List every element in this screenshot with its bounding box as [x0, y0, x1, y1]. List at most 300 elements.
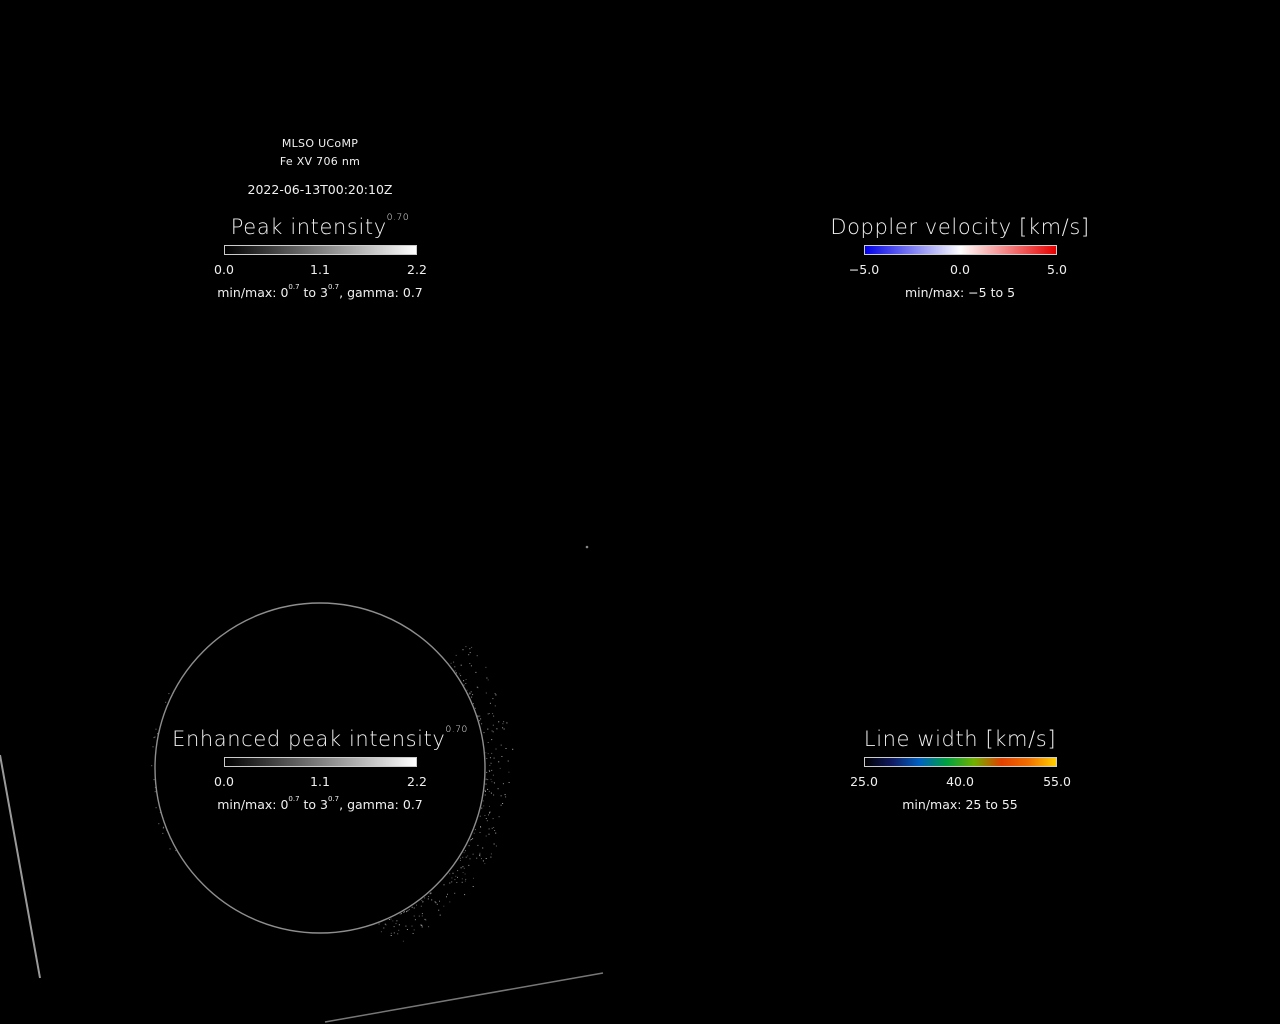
corona-speckle-dot [486, 779, 487, 780]
corona-speckle-dot [462, 857, 463, 858]
enhanced-peak-intensity-colorbar [224, 757, 417, 767]
corona-speckle-dot [492, 698, 493, 699]
corona-speckle-dot [488, 679, 489, 680]
corona-speckle-dot [155, 791, 156, 792]
enhanced-peak-intensity-title-text: Enhanced peak intensity [172, 727, 446, 751]
corona-speckle-dot [471, 665, 472, 666]
corona-speckle-dot [383, 928, 384, 929]
corona-speckle-dot [414, 908, 415, 909]
corona-speckle-dot [471, 697, 472, 698]
corona-speckle-dot [468, 865, 469, 866]
corona-speckle-dot [470, 652, 471, 653]
corona-speckle-dot [501, 745, 502, 746]
corona-speckle-dot [403, 941, 404, 942]
corona-speckle-dot [421, 900, 422, 901]
corona-speckle-dot [419, 916, 420, 917]
corona-speckle-dot [480, 718, 481, 719]
corona-speckle-dot [451, 881, 452, 882]
corona-speckle-dot [413, 933, 414, 934]
corona-speckle-dot [475, 672, 476, 673]
corona-speckle-dot [473, 854, 474, 855]
corona-speckle-dot [480, 816, 481, 817]
corona-speckle-dot [474, 833, 475, 834]
corona-speckle-dot [392, 920, 393, 921]
corona-speckle-dot [412, 926, 413, 927]
corona-speckle-dot [488, 753, 489, 754]
corona-speckle-dot [449, 873, 450, 874]
corona-speckle-dot [502, 723, 503, 724]
corona-speckle-dot [421, 906, 422, 907]
corona-speckle-dot [472, 694, 473, 695]
corona-speckle-dot [469, 663, 470, 664]
corona-speckle-dot [459, 673, 460, 674]
corona-speckle-dot [398, 930, 399, 931]
corona-speckle-dot [170, 848, 171, 849]
corona-speckle-dot [394, 932, 395, 933]
corona-speckle-dot [506, 722, 507, 723]
corona-speckle-dot [405, 926, 406, 927]
corona-speckle-dot [156, 729, 157, 730]
corona-speckle-dot [484, 863, 485, 864]
corona-speckle-dot [491, 793, 492, 794]
corona-speckle-dot [391, 933, 392, 934]
corona-speckle-dot [489, 806, 490, 807]
corona-speckle-dot [503, 783, 504, 784]
corona-speckle-dot [385, 924, 386, 925]
corona-speckle-dot [422, 915, 423, 916]
line-width-title: Line width [km/s] [863, 727, 1057, 751]
corona-speckle-dot [168, 693, 169, 694]
corona-speckle-dot [470, 858, 471, 859]
corona-speckle-dot [489, 791, 490, 792]
observation-datetime: 2022-06-13T00:20:10Z [247, 182, 393, 197]
enhanced-peak-intensity-tick-min: 0.0 [214, 774, 234, 789]
enhanced-peak-intensity-title-exponent: 0.70 [445, 725, 468, 735]
line-width-tick-min: 25.0 [850, 774, 878, 789]
corona-speckle-dot [493, 716, 494, 717]
corona-speckle-dot [463, 872, 464, 873]
corona-speckle-dot [422, 926, 423, 927]
corona-speckle-dot [501, 795, 502, 796]
corona-speckle [151, 646, 513, 942]
corona-speckle-dot [462, 866, 463, 867]
line-width-tick-mid: 40.0 [946, 774, 974, 789]
corona-speckle-dot [490, 857, 491, 858]
corona-speckle-dot [477, 687, 478, 688]
corona-speckle-dot [496, 728, 497, 729]
corona-speckle-dot [490, 763, 491, 764]
corona-speckle-dot [487, 729, 488, 730]
field-stop-edge-left [0, 755, 40, 978]
corona-speckle-dot [447, 894, 448, 895]
minmax-exponent: 0.7 [327, 795, 340, 803]
corona-speckle-dot [463, 680, 464, 681]
corona-speckle-dot [464, 685, 465, 686]
corona-speckle-dot [489, 828, 490, 829]
spectral-line-label: Fe XV 706 nm [279, 155, 361, 168]
corona-speckle-dot [466, 679, 467, 680]
corona-speckle-dot [163, 819, 164, 820]
corona-speckle-dot [495, 694, 496, 695]
corona-speckle-dot [158, 823, 159, 824]
corona-speckle-dot [475, 829, 476, 830]
corona-speckle-dot [477, 715, 478, 716]
corona-speckle-dot [154, 779, 155, 780]
minmax-suffix: , gamma: 0.7 [339, 797, 423, 812]
corona-speckle-dot [492, 713, 493, 714]
corona-speckle-dot [468, 654, 469, 655]
corona-speckle-dot [490, 812, 491, 813]
corona-speckle-dot [471, 647, 472, 648]
corona-speckle-dot [493, 827, 494, 828]
corona-speckle-dot [473, 703, 474, 704]
enhanced-peak-intensity-tick-max: 2.2 [407, 774, 427, 789]
corona-speckle-dot [435, 901, 436, 902]
corona-speckle-dot [170, 838, 171, 839]
corona-speckle-dot [494, 782, 495, 783]
peak-intensity-tick-mid: 1.1 [310, 262, 330, 277]
corona-speckle-dot [425, 920, 426, 921]
doppler-velocity-tick-mid: 0.0 [950, 262, 970, 277]
corona-speckle-dot [496, 749, 497, 750]
peak-intensity-title [231, 215, 409, 239]
corona-speckle-dot [495, 693, 496, 694]
corona-speckle-dot [424, 897, 425, 898]
corona-speckle-dot [455, 670, 456, 671]
corona-speckle-dot [489, 713, 490, 714]
corona-speckle-dot [484, 815, 485, 816]
corona-speckle-dot [151, 765, 152, 766]
corona-speckle-dot [156, 807, 157, 808]
corona-speckle-dot [396, 920, 397, 921]
corona-speckle-dot [493, 818, 494, 819]
corona-speckle-dot [465, 683, 466, 684]
corona-speckle-dot [489, 834, 490, 835]
corona-speckle-dot [465, 881, 466, 882]
corona-speckle-dot [488, 742, 489, 743]
minmax-mid: to 3 [299, 797, 328, 812]
corona-speckle-dot [486, 772, 487, 773]
corona-speckle-dot [501, 805, 502, 806]
corona-speckle-dot [479, 720, 480, 721]
corona-speckle-dot [391, 919, 392, 920]
peak-intensity-title-exponent: 0.70 [386, 213, 410, 223]
corona-speckle-dot [399, 924, 400, 925]
corona-speckle-dot [508, 761, 509, 762]
corona-speckle-dot [493, 725, 494, 726]
corona-speckle-dot [428, 926, 429, 927]
corona-speckle-dot [485, 795, 486, 796]
corona-speckle-dot [397, 933, 398, 934]
corona-speckle-dot [414, 916, 415, 917]
minmax-exponent: 0.7 [288, 795, 300, 803]
corona-speckle-dot [166, 830, 167, 831]
corona-speckle-dot [485, 791, 486, 792]
corona-speckle-dot [491, 853, 492, 854]
corona-speckle-dot [495, 833, 496, 834]
corona-speckle-dot [412, 907, 413, 908]
corona-speckle-dot [484, 732, 485, 733]
corona-speckle-dot [172, 694, 173, 695]
corona-speckle-dot [495, 705, 496, 706]
minmax-prefix: min/max: 0 [217, 285, 289, 300]
corona-speckle-dot [492, 730, 493, 731]
corona-speckle-dot [505, 794, 506, 795]
enhanced-peak-intensity-title [172, 727, 468, 751]
corona-speckle-dot [490, 757, 491, 758]
corona-speckle-dot [456, 882, 457, 883]
corona-speckle-dot [381, 931, 382, 932]
corona-speckle-dot [440, 915, 441, 916]
corona-speckle-dot [481, 808, 482, 809]
corona-speckle-dot [453, 873, 454, 874]
corona-speckle-dot [454, 666, 455, 667]
corona-speckle-dot [481, 723, 482, 724]
corona-speckle-dot [439, 901, 440, 902]
corona-speckle-dot [428, 898, 429, 899]
corona-speckle-dot [400, 914, 401, 915]
corona-speckle-dot [467, 690, 468, 691]
corona-speckle-dot [461, 665, 462, 666]
minmax-exponent: 0.7 [327, 283, 340, 291]
corona-speckle-dot [491, 781, 492, 782]
corona-speckle-dot [157, 733, 158, 734]
corona-speckle-dot [409, 909, 410, 910]
corona-speckle-dot [391, 935, 392, 936]
corona-speckle-dot [483, 860, 484, 861]
doppler-velocity-minmax: min/max: −5 to 5 [904, 285, 1016, 300]
corona-speckle-dot [492, 828, 493, 829]
corona-speckle-dot [462, 882, 463, 883]
corona-speckle-dot [155, 737, 156, 738]
corona-speckle-dot [451, 663, 452, 664]
corona-speckle-dot [486, 693, 487, 694]
corona-speckle-dot [154, 737, 155, 738]
corona-speckle-dot [456, 655, 457, 656]
corona-speckle-dot [422, 901, 423, 902]
corona-speckle-dot [476, 858, 477, 859]
corona-speckle-dot [502, 803, 503, 804]
corona-speckle-dot [490, 703, 491, 704]
corona-speckle-dot [446, 896, 447, 897]
corona-speckle-dot [174, 690, 175, 691]
corona-speckle-dot [153, 746, 154, 747]
hot-pixel [586, 546, 589, 549]
corona-speckle-dot [471, 691, 472, 692]
corona-speckle-dot [160, 812, 161, 813]
corona-speckle-dot [512, 749, 513, 750]
corona-speckle-dot [454, 879, 455, 880]
corona-speckle-dot [401, 913, 402, 914]
corona-speckle-dot [415, 919, 416, 920]
corona-speckle-dot [472, 838, 473, 839]
corona-speckle-dot [485, 667, 486, 668]
line-width-minmax: min/max: 25 to 55 [902, 797, 1018, 812]
corona-speckle-dot [494, 758, 495, 759]
corona-speckle-dot [491, 739, 492, 740]
corona-speckle-dot [491, 779, 492, 780]
corona-speckle-dot [491, 753, 492, 754]
corona-speckle-dot [444, 884, 445, 885]
corona-speckle-dot [479, 716, 480, 717]
corona-speckle-dot [453, 662, 454, 663]
corona-speckle-dot [457, 877, 458, 878]
corona-speckle-dot [437, 904, 438, 905]
corona-speckle-dot [469, 648, 470, 649]
corona-speckle-dot [407, 929, 408, 930]
corona-speckle-dot [473, 878, 474, 879]
corona-speckle-dot [463, 649, 464, 650]
minmax-mid: to 3 [299, 285, 328, 300]
corona-speckle-dot [487, 820, 488, 821]
corona-speckle-dot [500, 768, 501, 769]
corona-speckle-dot [451, 877, 452, 878]
corona-speckle-dot [467, 855, 468, 856]
corona-speckle-dot [486, 836, 487, 837]
enhanced-peak-intensity-minmax [217, 797, 423, 812]
corona-speckle-dot [407, 911, 408, 912]
corona-speckle-dot [502, 727, 503, 728]
corona-speckle-dot [475, 708, 476, 709]
corona-speckle-dot [482, 848, 483, 849]
corona-speckle-dot [394, 926, 395, 927]
corona-speckle-dot [466, 857, 467, 858]
corona-speckle-dot [470, 840, 471, 841]
doppler-velocity-title: Doppler velocity [km/s] [830, 215, 1090, 239]
corona-speckle-dot [403, 912, 404, 913]
line-width-tick-max: 55.0 [1043, 774, 1071, 789]
corona-speckle-dot [469, 692, 470, 693]
corona-speckle-dot [488, 713, 489, 714]
corona-speckle-dot [438, 910, 439, 911]
corona-speckle-dot [506, 748, 507, 749]
corona-speckle-dot [487, 789, 488, 790]
corona-speckle-dot [460, 858, 461, 859]
observatory-label: MLSO UCoMP [281, 137, 359, 150]
corona-speckle-dot [485, 790, 486, 791]
corona-speckle-dot [454, 893, 455, 894]
corona-speckle-dot [465, 850, 466, 851]
corona-speckle-dot [465, 879, 466, 880]
corona-speckle-dot [378, 924, 379, 925]
corona-speckle-dot [489, 765, 490, 766]
corona-speckle-dot [496, 846, 497, 847]
doppler-velocity-colorbar [864, 245, 1057, 255]
corona-speckle-dot [404, 911, 405, 912]
corona-speckle-dot [493, 795, 494, 796]
corona-speckle-dot [483, 800, 484, 801]
corona-speckle-dot [443, 906, 444, 907]
corona-speckle-dot [481, 858, 482, 859]
corona-speckle-dot [155, 787, 156, 788]
corona-speckle-dot [156, 785, 157, 786]
minmax-exponent: 0.7 [288, 283, 300, 291]
minmax-prefix: min/max: 0 [217, 797, 289, 812]
corona-speckle-dot [389, 919, 390, 920]
corona-speckle-dot [486, 758, 487, 759]
corona-speckle-dot [396, 923, 397, 924]
corona-speckle-dot [456, 672, 457, 673]
corona-speckle-dot [489, 770, 490, 771]
field-stop-edge-bottom [325, 973, 603, 1022]
corona-speckle-dot [493, 775, 494, 776]
corona-speckle-dot [465, 874, 466, 875]
corona-speckle-dot [435, 902, 436, 903]
corona-speckle-dot [498, 761, 499, 762]
corona-speckle-dot [488, 814, 489, 815]
corona-speckle-dot [455, 876, 456, 877]
corona-speckle-dot [462, 878, 463, 879]
corona-speckle-dot [493, 731, 494, 732]
corona-speckle-dot [477, 845, 478, 846]
corona-speckle-dot [501, 756, 502, 757]
corona-speckle-dot [414, 929, 415, 930]
corona-speckle-dot [464, 852, 465, 853]
corona-speckle-dot [487, 779, 488, 780]
corona-speckle-dot [477, 655, 478, 656]
corona-speckle-dot [480, 827, 481, 828]
corona-speckle-dot [431, 899, 432, 900]
corona-speckle-dot [508, 772, 509, 773]
corona-speckle-dot [175, 850, 176, 851]
corona-speckle-dot [163, 828, 164, 829]
minmax-suffix: , gamma: 0.7 [339, 285, 423, 300]
corona-speckle-dot [165, 702, 166, 703]
corona-speckle-dot [465, 646, 466, 647]
corona-speckle-dot [486, 783, 487, 784]
corona-speckle-dot [504, 729, 505, 730]
corona-speckle-dot [483, 805, 484, 806]
peak-intensity-title-text: Peak intensity [230, 215, 387, 239]
corona-speckle-dot [408, 910, 409, 911]
corona-speckle-dot [494, 830, 495, 831]
corona-speckle-dot [449, 901, 450, 902]
corona-speckle-dot [461, 867, 462, 868]
corona-speckle-dot [486, 818, 487, 819]
corona-speckle-dot [460, 675, 461, 676]
corona-speckle-dot [449, 883, 450, 884]
corona-speckle-dot [479, 853, 480, 854]
corona-speckle-dot [421, 925, 422, 926]
corona-speckle-dot [480, 832, 481, 833]
corona-speckle-dot [498, 788, 499, 789]
corona-speckle-dot [162, 833, 163, 834]
corona-speckle-dot [428, 896, 429, 897]
corona-speckle-dot [499, 816, 500, 817]
corona-speckle-dot [478, 716, 479, 717]
peak-intensity-tick-max: 2.2 [407, 262, 427, 277]
corona-speckle-dot [503, 721, 504, 722]
corona-speckle-dot [469, 845, 470, 846]
corona-speckle-dot [485, 752, 486, 753]
corona-speckle-dot [460, 860, 461, 861]
peak-intensity-minmax [217, 285, 423, 300]
corona-speckle-dot [464, 868, 465, 869]
occulter-ring [155, 603, 485, 933]
corona-speckle-dot [509, 782, 510, 783]
doppler-velocity-tick-max: 5.0 [1047, 262, 1067, 277]
doppler-velocity-tick-min: −5.0 [848, 262, 880, 277]
corona-speckle-dot [498, 721, 499, 722]
corona-speckle-dot [491, 770, 492, 771]
corona-speckle-dot [473, 886, 474, 887]
corona-speckle-dot [431, 893, 432, 894]
corona-speckle-dot [489, 771, 490, 772]
corona-speckle-dot [480, 855, 481, 856]
corona-speckle-dot [494, 844, 495, 845]
corona-speckle-dot [422, 913, 423, 914]
peak-intensity-tick-min: 0.0 [214, 262, 234, 277]
